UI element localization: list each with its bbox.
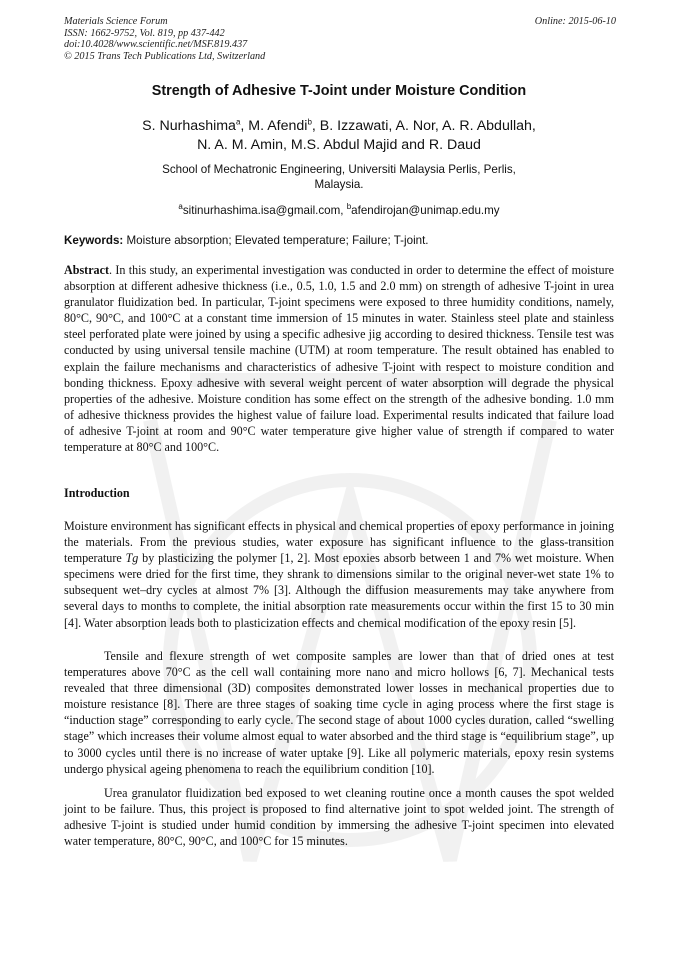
copyright-line: © 2015 Trans Tech Publications Ltd, Switzerland bbox=[64, 50, 266, 62]
doi-line: doi:10.4028/www.scientific.net/MSF.819.437 bbox=[64, 39, 248, 51]
affiliation-line-2: Malaysia. bbox=[314, 178, 364, 191]
author-line-1 bbox=[60, 117, 618, 136]
paragraph-text: Moisture environment has significant effects in physical and chemical properties of epoxy performance in joining the materials. From the previous studies, water exposure has significant influence to the glass-transition temperature bbox=[64, 519, 614, 566]
paper-title: Strength of Adhesive T-Joint under Moisture Condition bbox=[151, 83, 527, 99]
author-line-2: N. A. M. Amin, M.S. Abdul Majid and R. Daud bbox=[197, 137, 481, 153]
email-link[interactable]: afendirojan@unimap.edu.my bbox=[351, 204, 500, 217]
author-separator: , bbox=[240, 118, 249, 134]
affiliation bbox=[100, 162, 578, 192]
author-list bbox=[60, 117, 618, 155]
email-mark: a bbox=[178, 202, 183, 212]
author-affil-mark: a bbox=[235, 117, 241, 127]
journal-name: Materials Science Forum bbox=[64, 16, 168, 27]
intro-paragraph-3: Urea granulator fluidization bed exposed to wet cleaning routine once a month causes the spot welded joint to be failure. Thus, this project is proposed to find alternative joint to spot welded joint. The strength of adhesive T-joint is studied under humid condition by immersing the adhesive T-joint specimen into elevated water temperature, 80°C, 90°C, and 100°C for 15 minutes. bbox=[64, 786, 614, 849]
author-name: M. Afendi bbox=[248, 118, 308, 134]
paragraph-text: by plasticizing the polymer [1, 2]. Most epoxies absorb between 1 and 7% wet moisture. When specimens were dried for the first time, they shrank to dimensions similar to the original never-wet state 1% to subsequent wet–dry cycles at almost 7% [3]. Although the diffusion measurements may take anywhere from several days to months to complete, the initial absorption rate measurements occur within the first 15 to 30 min [4]. Water absorption leads both to plasticization effects and chemical modification of the epoxy resin [5]. bbox=[64, 551, 614, 630]
abstract-label: Abstract bbox=[64, 263, 110, 277]
issn-line: ISSN: 1662-9752, Vol. 819, pp 437-442 bbox=[64, 27, 225, 39]
affiliation-line-1: School of Mechatronic Engineering, Universiti Malaysia Perlis, Perlis, bbox=[162, 163, 516, 176]
section-heading-introduction: Introduction bbox=[64, 486, 130, 500]
author-affil-mark: b bbox=[307, 117, 312, 127]
abstract bbox=[64, 262, 614, 455]
keywords-text: Moisture absorption; Elevated temperature; Failure; T-joint. bbox=[126, 234, 429, 247]
intro-paragraph-1 bbox=[64, 518, 614, 631]
keywords-label: Keywords: bbox=[64, 234, 124, 247]
abstract-text: . In this study, an experimental investigation was conducted in order to determine the effect of moisture absorption at different adhesive thickness (i.e., 0.5, 1.0, 1.5 and 2.0 mm) on strength of adhesive T-joint in urea granulator fluidization bed. In particular, T-joint specimens were exposed to three humidity conditions, namely, 80°C, 90°C, and 100°C at a constant time immersion of 15 minutes in water. Stainless steel plate and stainless steel perforated plate were joined by using a specific adhesive jig according to desired thickness. Tensile test was conducted by using universal tensile machine (UTM) at room temperature. The result obtained has enabled to explain the failure mechanisms and characteristics of adhesive T-joint with respect to moisture condition and bonding thickness. Epoxy adhesive with several weight percent of water absorption will degrade the physical properties of the adhesive. Moisture condition has some effect on the strength of the adhesive bonding. 1.0 mm of adhesive thickness provides the highest value of failure load. Experimental results indicated that failure load of adhesive T-joint at room and 90°C water temperature give higher value of strength if compared to water temperature at 80°C and 100°C. bbox=[64, 263, 614, 455]
email-link[interactable]: sitinurhashima.isa@gmail.com, bbox=[182, 204, 347, 217]
online-date: Online: 2015-06-10 bbox=[534, 16, 616, 27]
author-name: S. Nurhashima bbox=[142, 118, 236, 134]
keywords bbox=[64, 233, 616, 248]
author-emails bbox=[60, 203, 618, 218]
email-mark: b bbox=[346, 202, 352, 212]
publication-header bbox=[64, 16, 616, 62]
author-names-rest: , B. Izzawati, A. Nor, A. R. Abdullah, bbox=[311, 118, 536, 134]
intro-paragraph-2: Tensile and flexure strength of wet composite samples are lower than that of dried ones at test temperatures above 70°C as the cell wall containing more nano and micro hollows [6, 7]. Mechanical tests revealed that three dimensional (3D) composites demonstrated lower losses in mechanical properties due to moisture resistance [8]. There are three stages of soaking time cycle in aging process where the first stage is “induction stage” corresponding to early cycle. The second stage of about 1000 cycles duration, called “swelling stage” which increases their volume almost equal to water absorbed and the third stage is “equilibrium stage”, up to 3000 cycles until there is no increase of water uptake [9]. Like all polymeric materials, epoxy resin systems undergo physical ageing phenomena to reach the equilibrium condition [10]. bbox=[64, 649, 614, 776]
tg-symbol: Tg bbox=[125, 551, 139, 566]
